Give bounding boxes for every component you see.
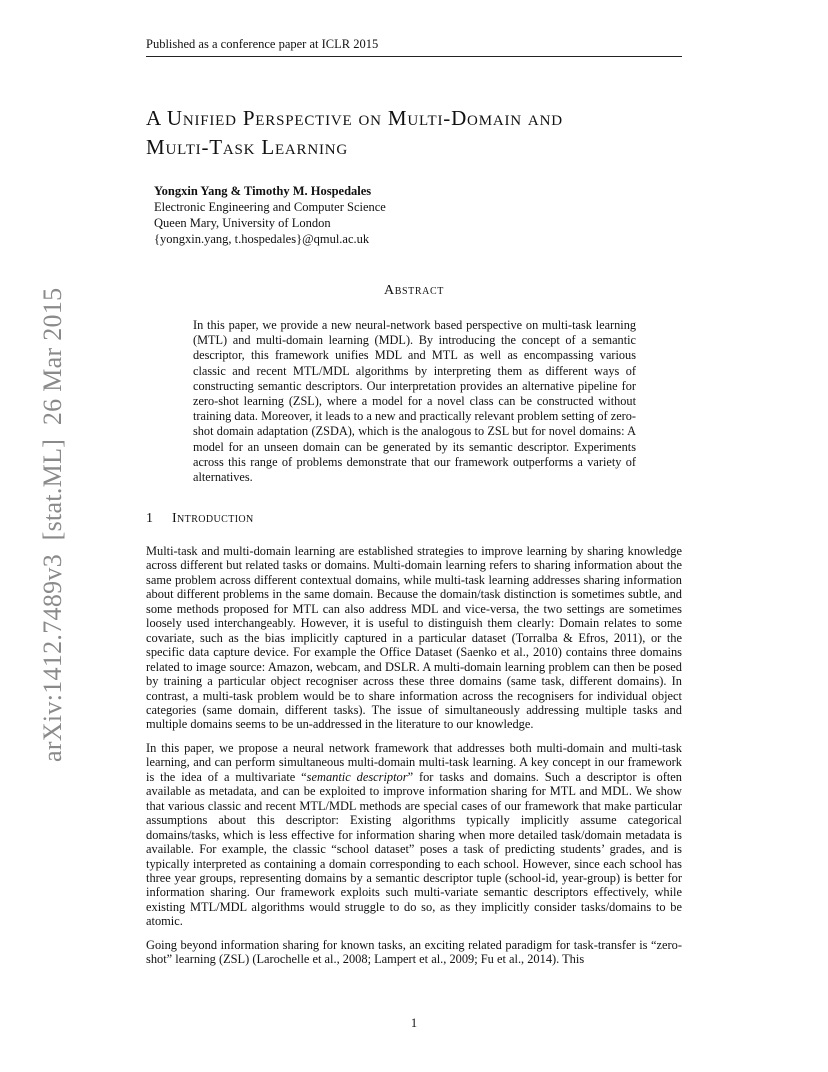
abstract-text: In this paper, we provide a new neural-network based perspective on multi-task learning (MTL) and multi-domain learning (MDL). By introducing the concept of a semantic descriptor, this framework unifies MDL and MTL as well as encompassing various classic and recent MTL/MDL algorithms by interpreting them as different ways of constructing semantic descriptors. Our interpretation provides an alternative pipeline for zero-shot learning (ZSL), where a model for a novel class can be constructed without training data. Moreover, it leads to a new and practically relevant problem setting of zero-shot domain adaptation (ZSDA), which is the analogous to ZSL but for novel domains: A model for an unseen domain can be generated by its semantic descriptor. Experiments across this range of problems demonstrate that our framework outperforms a variety of alternatives. [193,318,636,485]
section-heading [146,511,682,527]
paragraph-3: Going beyond information sharing for known tasks, an exciting related paradigm for task-transfer is “zero-shot” learning (ZSL) (Larochelle et al., 2008; Lampert et al., 2009; Fu et al., 2014). This [146,937,682,967]
paragraph-2 [146,741,682,929]
author-affiliation-department: Electronic Engineering and Computer Science [154,200,386,214]
author-block [154,183,554,247]
author-affiliation-university: Queen Mary, University of London [154,216,331,230]
abstract-heading: Abstract [384,283,444,298]
section-title: Introduction [172,511,254,526]
paragraph-2-start: In this paper, we propose a neural network framework that addresses both multi-domain and multi-task learning, and can perform simultaneous multi-domain multi-task learning. A key concept in our framework is the idea of a multivariate “ [146,740,682,784]
running-header: Published as a conference paper at ICLR 2015 [146,36,682,57]
semantic-descriptor-term: semantic descriptor [306,769,408,784]
title-line-2: Multi-Task Learning [146,135,349,159]
title-line-1: A Unified Perspective on Multi-Domain and [146,106,563,130]
paper-title [146,104,706,162]
body-text [146,544,682,976]
section-number: 1 [146,511,154,526]
arxiv-stamp: arXiv:1412.7489v3 [stat.ML] 26 Mar 2015 [38,287,67,762]
author-names: Yongxin Yang & Timothy M. Hospedales [154,184,372,198]
paragraph-1: Multi-task and multi-domain learning are established strategies to improve learning by sharing knowledge across different but related tasks or domains. Multi-domain learning refers to sharing information about the same problem across different contextual domains, while multi-task learning addresses sharing information about different problems in the same domain. Because the domain/task distinction is sometimes subtle, and some methods proposed for MTL can also address MDL and vice-versa, the two settings are sometimes loosely used interchangeably. However, it is useful to distinguish them clearly: Domain relates to some covariate, such as the bias implicitly captured in a particular dataset (Torralba & Efros, 2011), or the specific data capture device. For example the Office Dataset (Saenko et al., 2010) contains three domains related to image source: Amazon, webcam, and DSLR. A multi-domain learning problem can then be posed by training a particular object recogniser across these three domains (same task, different domains). In contrast, a multi-task problem would be to share information across the recognisers for individual object categories (same domain, different tasks). The issue of simultaneously addressing multiple tasks and multiple domains seems to be un-addressed in the literature to our knowledge. [146,544,682,732]
author-email: {yongxin.yang, t.hospedales}@qmul.ac.uk [154,232,370,246]
paragraph-2-rest: ” for tasks and domains. Such a descriptor is often available as metadata, and can be exploited to improve information sharing for MTL and MDL. We show that various classic and recent MTL/MDL methods are special cases of our framework that make particular assumptions about this descriptor: Existing algorithms typically implicitly assume categorical domains/tasks, which is less effective for information sharing when more detailed task/domain metadata is available. For example, the classic “school dataset” poses a task of predicting students’ grades, and is typically interpreted as containing a domain corresponding to each school. However, since each school has three year groups, representing domains by a semantic descriptor tuple (school-id, year-group) is better for information sharing. Our framework exploits such multi-variate semantic descriptors effectively, while existing MTL/MDL algorithms would struggle to do so, as they implicitly consider tasks/domains to be atomic. [146,769,682,929]
page-number: 1 [410,1016,418,1030]
